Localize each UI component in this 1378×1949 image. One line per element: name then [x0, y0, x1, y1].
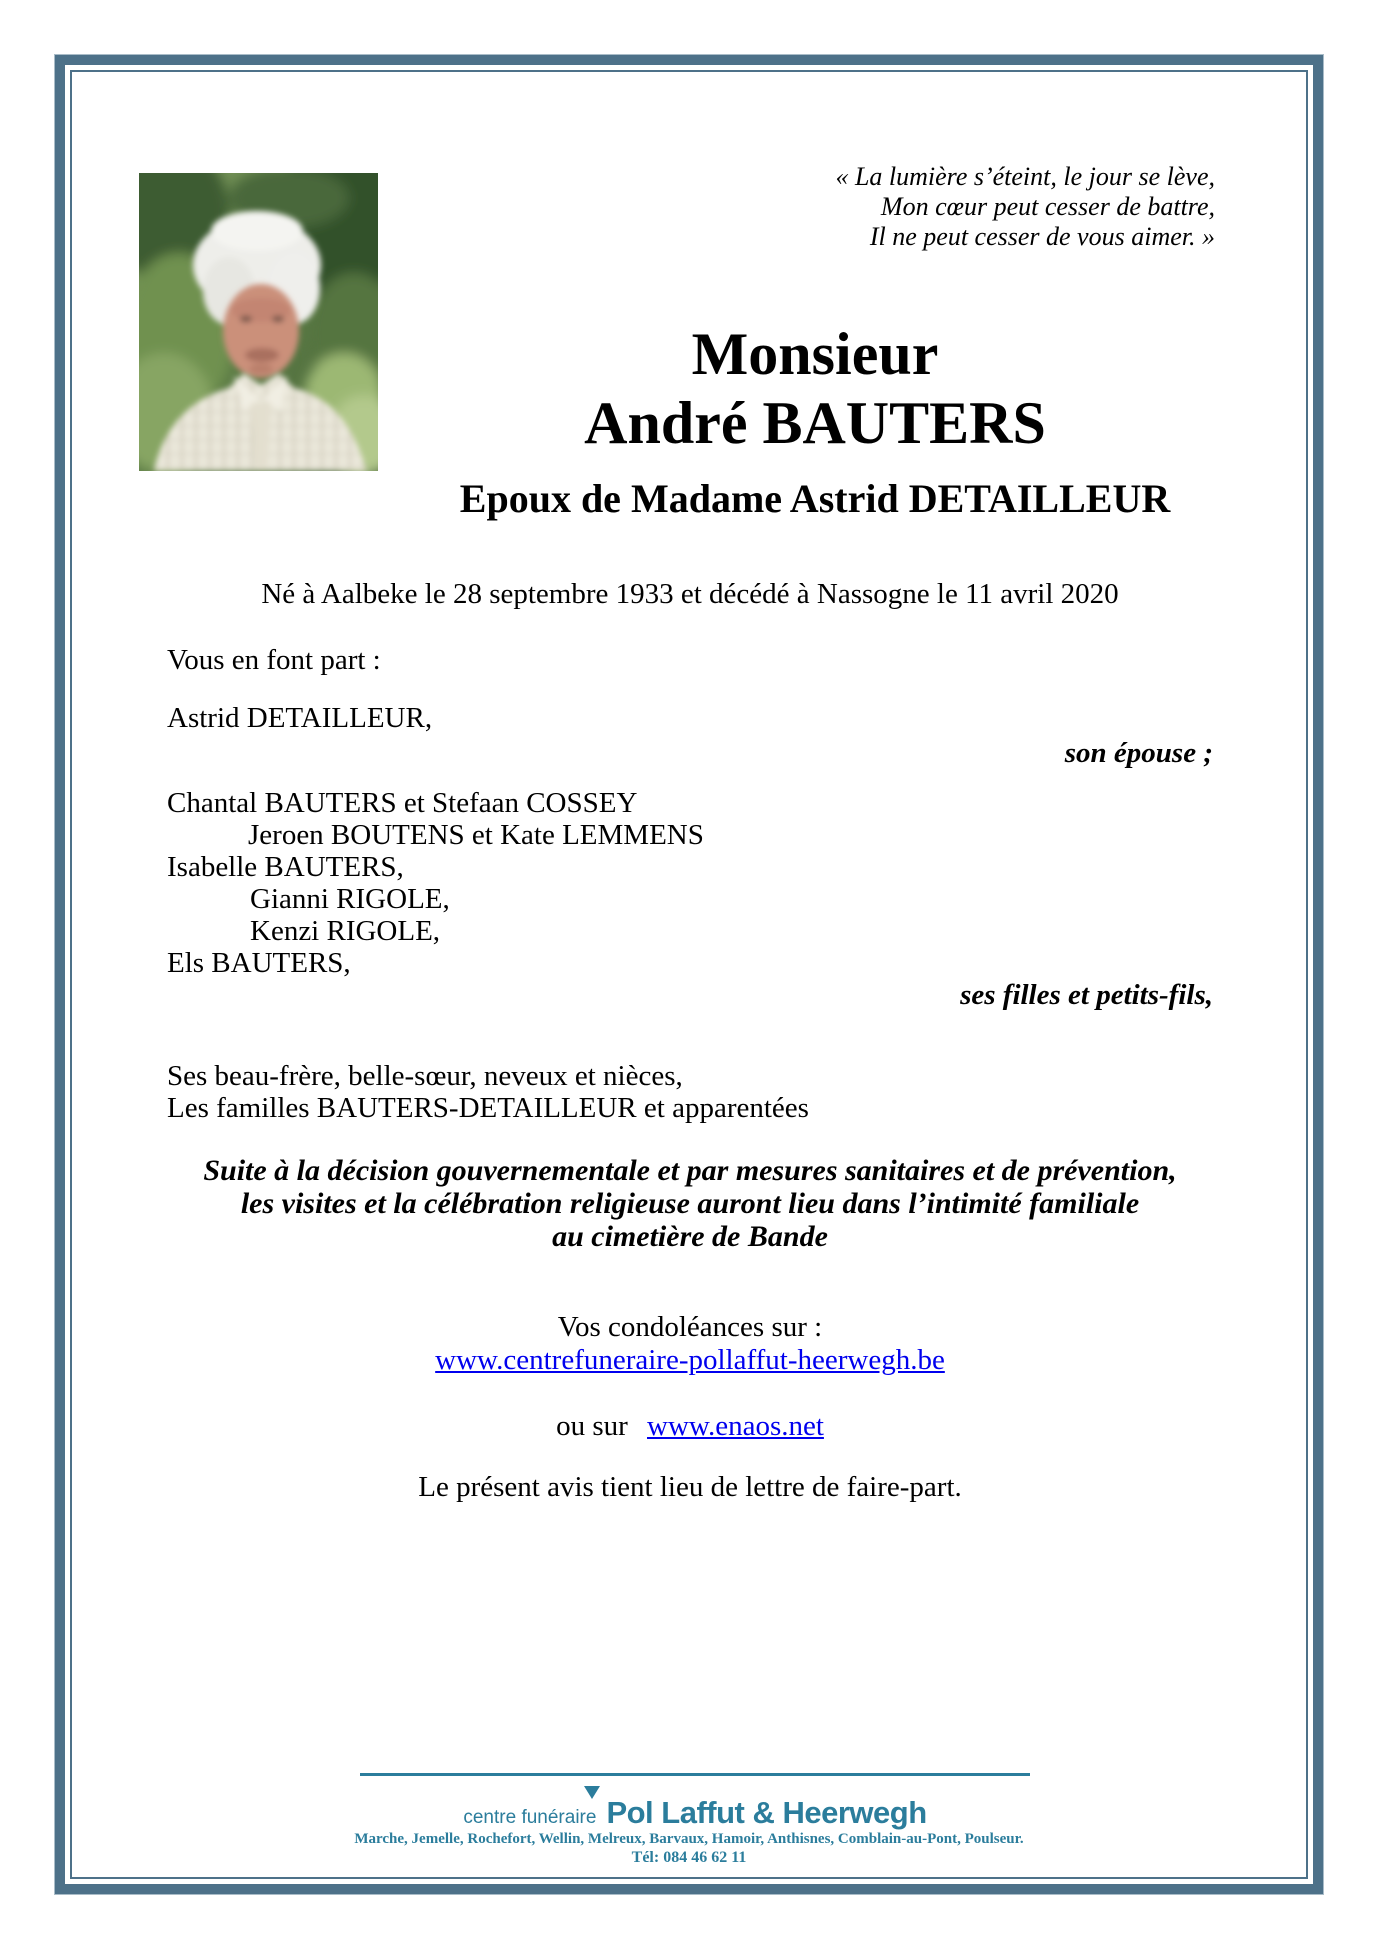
- condolences-label: Vos condoléances sur :: [557, 1311, 823, 1343]
- enaos-website-link[interactable]: www.enaos.net: [647, 1410, 824, 1442]
- spouse-name: Astrid DETAILLEUR,: [167, 702, 433, 734]
- relatives-line: Ses beau-frère, belle-sœur, neveux et nièces,: [167, 1060, 683, 1092]
- relatives-line: Les familles BAUTERS-DETAILLEUR et apparentées: [167, 1092, 809, 1124]
- portrait-photo: [139, 173, 378, 471]
- ceremony-notice-line: Suite à la décision gouvernementale et par mesures sanitaires et de prévention,: [203, 1154, 1177, 1187]
- footer-phone: Tél: 084 46 62 11: [631, 1849, 747, 1866]
- enaos-link-row: [167, 1410, 1213, 1442]
- quote-line: « La lumière s’éteint, le jour se lève,: [835, 162, 1215, 191]
- footer-divider: [360, 1773, 1030, 1776]
- family-member-line: Els BAUTERS,: [167, 947, 351, 979]
- intro-line: Vous en font part :: [167, 644, 381, 676]
- ceremony-notice: [167, 1154, 1213, 1253]
- deceased-title: Monsieur: [691, 321, 939, 387]
- spouse-role: son épouse ;: [1064, 737, 1213, 769]
- ceremony-notice-line: les visites et la célébration religieuse auront lieu dans l’intimité familiale: [240, 1187, 1140, 1220]
- closing-line: Le présent avis tient lieu de lettre de faire-part.: [418, 1471, 962, 1503]
- or-on-label: ou sur: [556, 1410, 628, 1442]
- brand-name: Pol Laffut & Heerwegh: [606, 1795, 927, 1830]
- funeral-home-logo: [360, 1795, 1030, 1831]
- deceased-name: André BAUTERS: [584, 390, 1046, 456]
- family-member-line: Kenzi RIGOLE,: [250, 915, 441, 947]
- birth-death-line: Né à Aalbeke le 28 septembre 1933 et décédé à Nassogne le 11 avril 2020: [261, 578, 1119, 610]
- quote-line: Mon cœur peut cesser de battre,: [880, 192, 1215, 221]
- funeral-home-website-link[interactable]: www.centrefuneraire-pollaffut-heerwegh.be: [435, 1344, 945, 1376]
- family-member-line: Gianni RIGOLE,: [250, 883, 450, 915]
- ceremony-notice-line: au cimetière de Bande: [552, 1220, 828, 1253]
- brand-prefix: centre funéraire: [463, 1807, 597, 1828]
- footer-locations: Marche, Jemelle, Rochefort, Wellin, Melreux, Barvaux, Hamoir, Anthisnes, Comblain-au-Pont, Poulseur.: [354, 1831, 1024, 1847]
- epitaph-quote: [615, 162, 1215, 252]
- family-member-line: Isabelle BAUTERS,: [167, 851, 404, 883]
- family-member-line: Jeroen BOUTENS et Kate LEMMENS: [248, 819, 704, 851]
- condolences-link-row: [167, 1344, 1213, 1376]
- deceased-subtitle: Epoux de Madame Astrid DETAILLEUR: [459, 476, 1171, 521]
- quote-line: Il ne peut cesser de vous aimer. »: [869, 222, 1215, 251]
- family-member-line: Chantal BAUTERS et Stefaan COSSEY: [167, 787, 638, 819]
- children-role: ses filles et petits-fils,: [960, 979, 1213, 1011]
